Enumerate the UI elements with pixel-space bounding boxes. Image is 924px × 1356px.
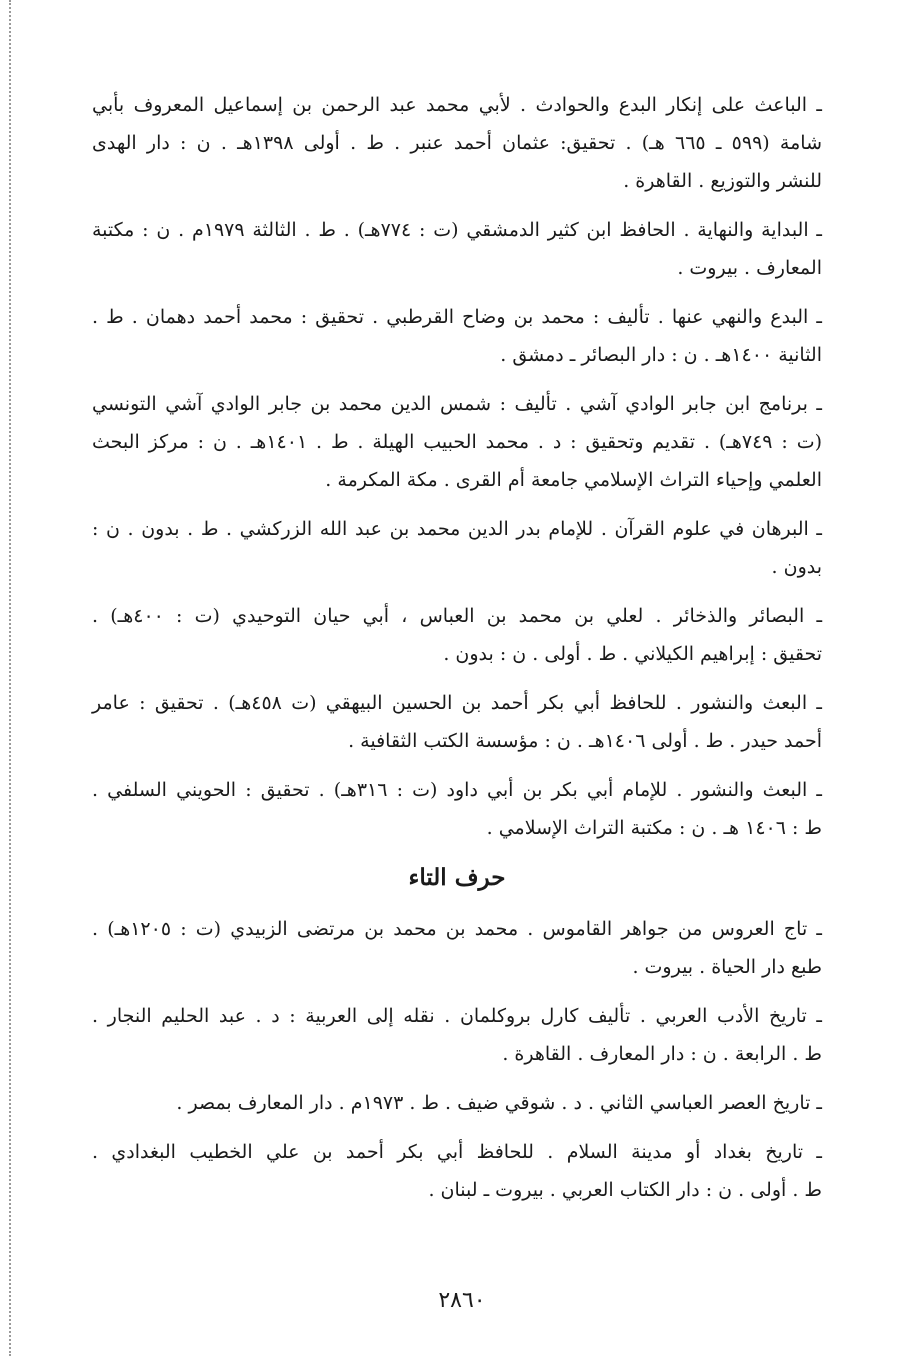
entry-line: ـ تاريخ العصر العباسي الثاني . د . شوقي ضيف . ط . ١٩٧٣م . دار المعارف بمصر . xyxy=(176,1092,822,1114)
bibliography-entry xyxy=(92,997,822,1073)
entry-line: ـ تاريخ الأدب العربي . تأليف كارل بروكلمان . نقله إلى العربية : د . عبد الحليم النجار . xyxy=(92,1005,822,1027)
entry-line: المعارف . بيروت . xyxy=(677,257,822,279)
bibliography-entry xyxy=(92,385,822,499)
entry-line: ط . الرابعة . ن : دار المعارف . القاهرة . xyxy=(502,1043,822,1065)
entry-line: شامة (٥٩٩ ـ ٦٦٥ هـ) . تحقيق: عثمان أحمد عنبر . ط . أولى ١٣٩٨هـ . ن : دار الهدى xyxy=(92,132,822,154)
bibliography-entry xyxy=(92,1133,822,1209)
bibliography-section-ba xyxy=(92,86,822,847)
entry-line: ـ تاج العروس من جواهر القاموس . محمد بن محمد بن مرتضى الزبيدي (ت : ١٢٠٥هـ) . xyxy=(92,918,822,940)
bibliography-entry xyxy=(92,1084,822,1122)
entry-line: ط . أولى . ن : دار الكتاب العربي . بيروت ـ لبنان . xyxy=(428,1179,822,1201)
scan-binding-edge xyxy=(9,0,11,1356)
entry-line: ـ البرهان في علوم القرآن . للإمام بدر الدين محمد بن عبد الله الزركشي . ط . بدون . ن : xyxy=(92,518,822,540)
entry-line: ـ البدع والنهي عنها . تأليف : محمد بن وضاح القرطبي . تحقيق : محمد أحمد دهمان . ط . xyxy=(92,306,822,328)
bibliography-entry xyxy=(92,771,822,847)
bibliography-entry xyxy=(92,597,822,673)
entry-line: الثانية ١٤٠٠هـ . ن : دار البصائر ـ دمشق . xyxy=(500,344,822,366)
entry-line: ط : ١٤٠٦ هـ . ن : مكتبة التراث الإسلامي . xyxy=(486,817,822,839)
bibliography-entry xyxy=(92,211,822,287)
bibliography-entry xyxy=(92,510,822,586)
entry-line: ـ البصائر والذخائر . لعلي بن محمد بن العباس ، أبي حيان التوحيدي (ت : ٤٠٠هـ) . xyxy=(92,605,823,627)
entry-line: أحمد حيدر . ط . أولى ١٤٠٦هـ . ن : مؤسسة الكتب الثقافية . xyxy=(348,730,822,752)
entry-line: ـ تاريخ بغداد أو مدينة السلام . للحافظ أبي بكر أحمد بن علي الخطيب البغدادي . xyxy=(92,1141,822,1163)
bibliography-entry xyxy=(92,86,822,200)
entry-line: طبع دار الحياة . بيروت . xyxy=(632,956,822,978)
entry-line: العلمي وإحياء التراث الإسلامي جامعة أم القرى . مكة المكرمة . xyxy=(325,469,822,491)
entry-line: ـ البعث والنشور . للحافظ أبي بكر أحمد بن الحسين البيهقي (ت ٤٥٨هـ) . تحقيق : عامر xyxy=(92,692,822,714)
bibliography-entry xyxy=(92,910,822,986)
entry-line: تحقيق : إبراهيم الكيلاني . ط . أولى . ن : بدون . xyxy=(443,643,822,665)
entry-line: ـ البعث والنشور . للإمام أبي بكر بن أبي داود (ت : ٣١٦هـ) . تحقيق : الحويني السلفي . xyxy=(92,779,822,801)
bibliography-entry xyxy=(92,298,822,374)
entry-line: ـ الباعث على إنكار البدع والحوادث . لأبي محمد عبد الرحمن بن إسماعيل المعروف بأبي xyxy=(92,94,822,116)
section-heading-ta: حرف التاء xyxy=(408,864,506,891)
bibliography-section-ta xyxy=(92,910,822,1209)
entry-line: ـ برنامج ابن جابر الوادي آشي . تأليف : شمس الدين محمد بن جابر الوادي آشي التونسي xyxy=(92,393,822,415)
bibliography-page xyxy=(92,86,822,1220)
entry-line: ـ البداية والنهاية . الحافظ ابن كثير الدمشقي (ت : ٧٧٤هـ) . ط . الثالثة ١٩٧٩م . ن : مكتبة xyxy=(92,219,823,241)
entry-line: بدون . xyxy=(771,556,822,578)
bibliography-entry xyxy=(92,684,822,760)
page-number: ٢٨٦٠ xyxy=(438,1288,486,1313)
entry-line: للنشر والتوزيع . القاهرة . xyxy=(623,170,822,192)
entry-line: (ت : ٧٤٩هـ) . تقديم وتحقيق : د . محمد الحبيب الهيلة . ط . ١٤٠١هـ . ن : مركز البحث xyxy=(92,431,822,453)
